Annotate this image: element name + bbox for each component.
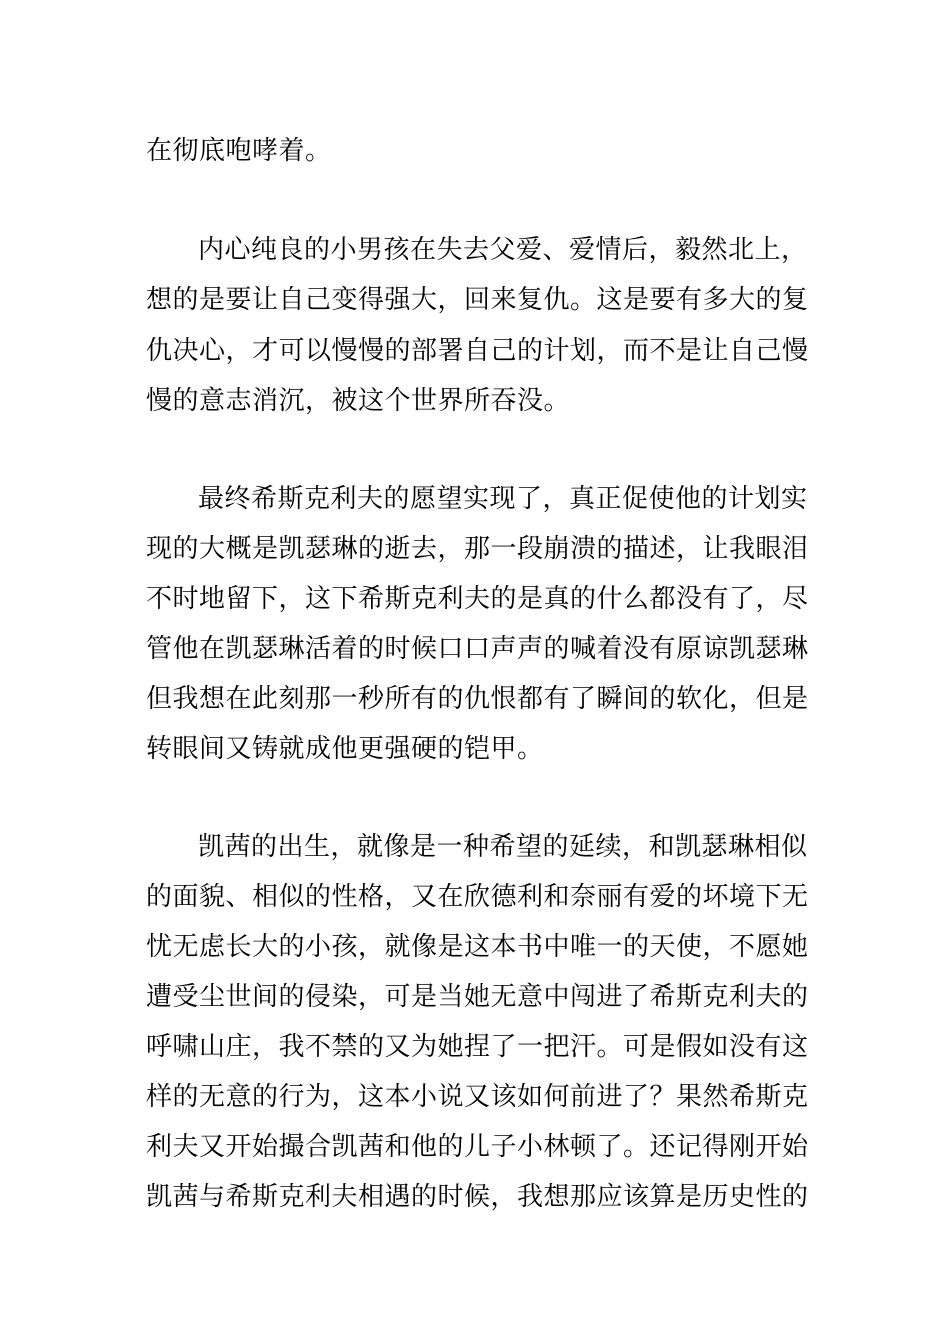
text-line: 的面貌、相似的性格，又在欣德利和奈丽有爱的坏境下无 xyxy=(146,882,809,912)
text-line: 想的是要让自己变得强大，回来复仇。这是要有多大的复 xyxy=(146,285,809,315)
text-line: 管他在凯瑟琳活着的时候口口声声的喊着没有原谅凯瑟琳 xyxy=(146,634,809,664)
text-line: 最终希斯克利夫的愿望实现了，真正促使他的计划实 xyxy=(198,484,808,514)
text-line: 但我想在此刻那一秒所有的仇恨都有了瞬间的软化，但是 xyxy=(146,684,809,714)
text-line: 现的大概是凯瑟琳的逝去，那一段崩溃的描述，让我眼泪 xyxy=(146,534,809,564)
text-line: 在彻底咆哮着。 xyxy=(146,136,332,166)
text-line: 凯茜与希斯克利夫相遇的时候，我想那应该算是历史性的 xyxy=(146,1182,809,1212)
text-line: 忧无虑长大的小孩，就像是这本书中唯一的天使，不愿她 xyxy=(146,932,809,962)
text-line: 呼啸山庄，我不禁的又为她捏了一把汗。可是假如没有这 xyxy=(146,1032,809,1062)
text-line: 利夫又开始撮合凯茜和他的儿子小林顿了。还记得刚开始 xyxy=(146,1132,809,1162)
text-line: 样的无意的行为，这本小说又该如何前进了？果然希斯克 xyxy=(146,1082,809,1112)
text-line: 仇决心，才可以慢慢的部署自己的计划，而不是让自己慢 xyxy=(146,336,809,366)
text-line: 遭受尘世间的侵染，可是当她无意中闯进了希斯克利夫的 xyxy=(146,982,809,1012)
text-line: 不时地留下，这下希斯克利夫的是真的什么都没有了，尽 xyxy=(146,584,809,614)
text-line: 慢的意志消沉，被这个世界所吞没。 xyxy=(146,386,571,416)
text-line: 转眼间又铸就成他更强硬的铠甲。 xyxy=(146,734,544,764)
text-line: 凯茜的出生，就像是一种希望的延续，和凯瑟琳相似 xyxy=(198,832,808,862)
text-line: 内心纯良的小男孩在失去父爱、爱情后，毅然北上， xyxy=(198,235,808,265)
